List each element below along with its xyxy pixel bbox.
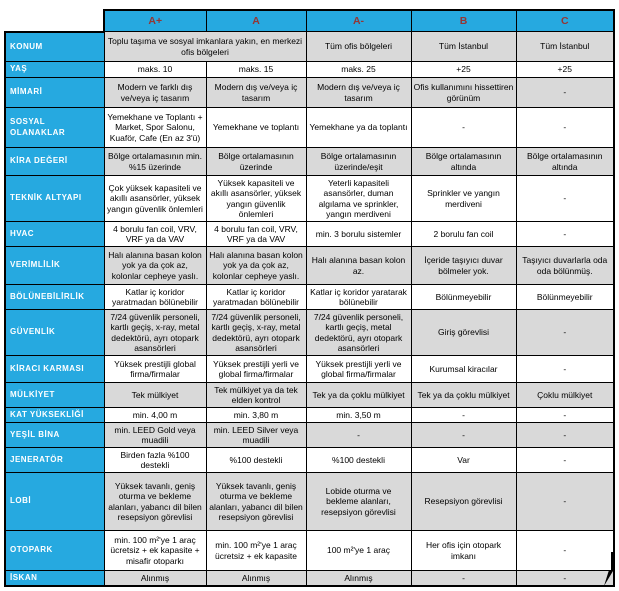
cell-yesil-bina-1: min. LEED Silver veya muadili — [206, 423, 306, 448]
cell-jenerator-3: Var — [411, 448, 516, 473]
cell-verimlilik-3: İçeride taşıyıcı duvar bölmeler yok. — [411, 247, 516, 285]
row-label-lobi: LOBİ — [5, 473, 104, 531]
table-row-kira-degeri — [5, 148, 614, 176]
cell-sosyal-olanaklar-4: - — [516, 108, 614, 148]
cell-konum-2: Tüm İstanbul — [411, 32, 516, 62]
cell-kat-yuksekligi-0: min. 4,00 m — [104, 408, 206, 423]
cell-teknik-altyapi-1: Yüksek kapasiteli ve akıllı asansörler, yüksek yangın güvenlik önlemleri — [206, 176, 306, 222]
cell-kiraci-karmasi-3: Kurumsal kiracılar — [411, 356, 516, 383]
cell-iskan-4: - — [516, 571, 614, 586]
row-label-mulkiyet: MÜLKİYET — [5, 383, 104, 408]
cell-yesil-bina-2: - — [306, 423, 411, 448]
cell-yas-1: maks. 15 — [206, 62, 306, 78]
cell-mimari-3: Ofis kullanımını hissettiren görünüm — [411, 78, 516, 108]
table-row-iskan — [5, 571, 614, 586]
cell-lobi-0: Yüksek tavanlı, geniş oturma ve bekleme alanları, yabancı dil bilen resepsiyon görevlisi — [104, 473, 206, 531]
cell-hvac-0: 4 borulu fan coil, VRV, VRF ya da VAV — [104, 222, 206, 247]
row-label-kira-degeri: KİRA DEĞERİ — [5, 148, 104, 176]
row-label-mimari: MİMARİ — [5, 78, 104, 108]
table-row-sosyal-olanaklar — [5, 108, 614, 148]
table-row-guvenlik — [5, 310, 614, 356]
cell-hvac-3: 2 borulu fan coil — [411, 222, 516, 247]
ink-mark-icon — [601, 551, 617, 589]
column-header-a: A- — [306, 10, 411, 32]
cell-mulkiyet-4: Çoklu mülkiyet — [516, 383, 614, 408]
cell-konum-1: Tüm ofis bölgeleri — [306, 32, 411, 62]
cell-mimari-4: - — [516, 78, 614, 108]
cell-bolunebilirlik-1: Katlar iç koridor yaratmadan bölünebilir — [206, 285, 306, 310]
cell-bolunebilirlik-0: Katlar iç koridor yaratmadan bölünebilir — [104, 285, 206, 310]
row-label-teknik-altyapi: TEKNİK ALTYAPI — [5, 176, 104, 222]
cell-guvenlik-2: 7/24 güvenlik personeli, kartlı geçiş, metal dedektörü, ayrı otopark asansörleri — [306, 310, 411, 356]
row-label-bolunebilirlik: BÖLÜNEBİLİRLİK — [5, 285, 104, 310]
cell-otopark-0: min. 100 m²'ye 1 araç ücretsiz + ek kapasite + misafir otoparkı — [104, 531, 206, 571]
cell-jenerator-4: - — [516, 448, 614, 473]
cell-verimlilik-2: Halı alanına basan kolon az. — [306, 247, 411, 285]
cell-iskan-1: Alınmış — [206, 571, 306, 586]
cell-otopark-1: min. 100 m²'ye 1 araç ücretsiz + ek kapasite — [206, 531, 306, 571]
table-corner-spacer — [5, 10, 104, 32]
cell-otopark-3: Her ofis için otopark imkanı — [411, 531, 516, 571]
cell-konum-3: Tüm İstanbul — [516, 32, 614, 62]
cell-lobi-4: - — [516, 473, 614, 531]
cell-yas-0: maks. 10 — [104, 62, 206, 78]
cell-sosyal-olanaklar-3: - — [411, 108, 516, 148]
cell-yesil-bina-3: - — [411, 423, 516, 448]
cell-verimlilik-4: Taşıyıcı duvarlarla oda oda bölünmüş. — [516, 247, 614, 285]
cell-yas-2: maks. 25 — [306, 62, 411, 78]
cell-kira-degeri-3: Bölge ortalamasının altında — [411, 148, 516, 176]
cell-lobi-3: Resepsiyon görevlisi — [411, 473, 516, 531]
cell-teknik-altyapi-0: Çok yüksek kapasiteli ve akıllı asansörler, yüksek yangın güvenlik önlemleri — [104, 176, 206, 222]
cell-sosyal-olanaklar-0: Yemekhane ve Toplantı + Market, Spor Salonu, Kuaför, Cafe (En az 3'ü) — [104, 108, 206, 148]
table-row-yas — [5, 62, 614, 78]
table-row-lobi — [5, 473, 614, 531]
row-label-kat-yuksekligi: KAT YÜKSEKLİĞİ — [5, 408, 104, 423]
column-header-a: A — [206, 10, 306, 32]
cell-kira-degeri-2: Bölge ortalamasının üzerinde/eşit — [306, 148, 411, 176]
cell-jenerator-2: %100 destekli — [306, 448, 411, 473]
cell-iskan-2: Alınmış — [306, 571, 411, 586]
cell-bolunebilirlik-2: Katlar iç koridor yaratarak bölünebilir — [306, 285, 411, 310]
cell-bolunebilirlik-4: Bölünmeyebilir — [516, 285, 614, 310]
cell-guvenlik-0: 7/24 güvenlik personeli, kartlı geçiş, x-ray, metal dedektörü, ayrı otopark asansörleri — [104, 310, 206, 356]
cell-lobi-1: Yüksek tavanlı, geniş oturma ve bekleme alanları, yabancı dil bilen resepsiyon görevlisi — [206, 473, 306, 531]
cell-otopark-4: - — [516, 531, 614, 571]
cell-mimari-0: Modern ve farklı dış ve/veya iç tasarım — [104, 78, 206, 108]
cell-teknik-altyapi-4: - — [516, 176, 614, 222]
cell-sosyal-olanaklar-2: Yemekhane ya da toplantı — [306, 108, 411, 148]
cell-hvac-1: 4 borulu fan coil, VRV, VRF ya da VAV — [206, 222, 306, 247]
table-row-bolunebilirlik — [5, 285, 614, 310]
cell-iskan-0: Alınmış — [104, 571, 206, 586]
cell-konum-0: Toplu taşıma ve sosyal imkanlara yakın, en merkezi ofis bölgeleri — [104, 32, 306, 62]
row-label-verimlilik: VERİMLİLİK — [5, 247, 104, 285]
table-row-mulkiyet — [5, 383, 614, 408]
row-label-guvenlik: GÜVENLİK — [5, 310, 104, 356]
cell-yesil-bina-4: - — [516, 423, 614, 448]
cell-bolunebilirlik-3: Bölünmeyebilir — [411, 285, 516, 310]
row-label-konum: KONUM — [5, 32, 104, 62]
row-label-jenerator: JENERATÖR — [5, 448, 104, 473]
row-label-sosyal-olanaklar: SOSYAL OLANAKLAR — [5, 108, 104, 148]
cell-kira-degeri-4: Bölge ortalamasının altında — [516, 148, 614, 176]
cell-kat-yuksekligi-1: min. 3,80 m — [206, 408, 306, 423]
row-label-hvac: HVAC — [5, 222, 104, 247]
cell-teknik-altyapi-2: Yeterli kapasiteli asansörler, duman algılama ve sprinkler, yangın merdiveni — [306, 176, 411, 222]
cell-verimlilik-0: Halı alanına basan kolon yok ya da çok az, kolonlar cepheye yaslı. — [104, 247, 206, 285]
row-label-kiraci-karmasi: KİRACI KARMASI — [5, 356, 104, 383]
table-row-hvac — [5, 222, 614, 247]
cell-guvenlik-1: 7/24 güvenlik personeli, kartlı geçiş, x-ray, metal dedektörü, ayrı otopark asansörleri — [206, 310, 306, 356]
office-classification-page — [4, 9, 615, 587]
row-label-iskan: İSKAN — [5, 571, 104, 586]
cell-guvenlik-4: - — [516, 310, 614, 356]
cell-kira-degeri-1: Bölge ortalamasının üzerinde — [206, 148, 306, 176]
column-header-c: C — [516, 10, 614, 32]
cell-kira-degeri-0: Bölge ortalamasının min. %15 üzerinde — [104, 148, 206, 176]
cell-sosyal-olanaklar-1: Yemekhane ve toplantı — [206, 108, 306, 148]
cell-mulkiyet-3: Tek ya da çoklu mülkiyet — [411, 383, 516, 408]
table-row-konum — [5, 32, 614, 62]
table-row-otopark — [5, 531, 614, 571]
cell-yas-3: +25 — [411, 62, 516, 78]
cell-hvac-4: - — [516, 222, 614, 247]
cell-jenerator-1: %100 destekli — [206, 448, 306, 473]
cell-mulkiyet-2: Tek ya da çoklu mülkiyet — [306, 383, 411, 408]
table-row-kat-yuksekligi — [5, 408, 614, 423]
table-body — [5, 32, 614, 586]
cell-verimlilik-1: Halı alanına basan kolon yok ya da çok az, kolonlar cepheye yaslı. — [206, 247, 306, 285]
row-label-otopark: OTOPARK — [5, 531, 104, 571]
office-class-comparison-table — [4, 9, 615, 587]
cell-kiraci-karmasi-0: Yüksek prestijli global firma/firmalar — [104, 356, 206, 383]
table-row-kiraci-karmasi — [5, 356, 614, 383]
row-label-yesil-bina: YEŞİL BİNA — [5, 423, 104, 448]
cell-kiraci-karmasi-4: - — [516, 356, 614, 383]
cell-kiraci-karmasi-1: Yüksek prestijli yerli ve global firma/firmalar — [206, 356, 306, 383]
cell-kiraci-karmasi-2: Yüksek prestijli yerli ve global firma/firmalar — [306, 356, 411, 383]
table-row-verimlilik — [5, 247, 614, 285]
cell-otopark-2: 100 m²'ye 1 araç — [306, 531, 411, 571]
table-row-mimari — [5, 78, 614, 108]
row-label-yas: YAŞ — [5, 62, 104, 78]
table-row-teknik-altyapi — [5, 176, 614, 222]
column-header-aplus: A+ — [104, 10, 206, 32]
column-header-b: B — [411, 10, 516, 32]
cell-iskan-3: - — [411, 571, 516, 586]
cell-yas-4: +25 — [516, 62, 614, 78]
cell-hvac-2: min. 3 borulu sistemler — [306, 222, 411, 247]
table-row-yesil-bina — [5, 423, 614, 448]
table-row-jenerator — [5, 448, 614, 473]
cell-mimari-2: Modern dış ve/veya iç tasarım — [306, 78, 411, 108]
cell-kat-yuksekligi-4: - — [516, 408, 614, 423]
cell-mulkiyet-1: Tek mülkiyet ya da tek elden kontrol — [206, 383, 306, 408]
cell-jenerator-0: Birden fazla %100 destekli — [104, 448, 206, 473]
table-header — [5, 10, 614, 32]
cell-yesil-bina-0: min. LEED Gold veya muadili — [104, 423, 206, 448]
cell-guvenlik-3: Giriş görevlisi — [411, 310, 516, 356]
cell-teknik-altyapi-3: Sprinkler ve yangın merdiveni — [411, 176, 516, 222]
cell-mimari-1: Modern dış ve/veya iç tasarım — [206, 78, 306, 108]
cell-kat-yuksekligi-3: - — [411, 408, 516, 423]
cell-lobi-2: Lobide oturma ve bekleme alanları, resepsiyon görevlisi — [306, 473, 411, 531]
cell-kat-yuksekligi-2: min. 3,50 m — [306, 408, 411, 423]
cell-mulkiyet-0: Tek mülkiyet — [104, 383, 206, 408]
